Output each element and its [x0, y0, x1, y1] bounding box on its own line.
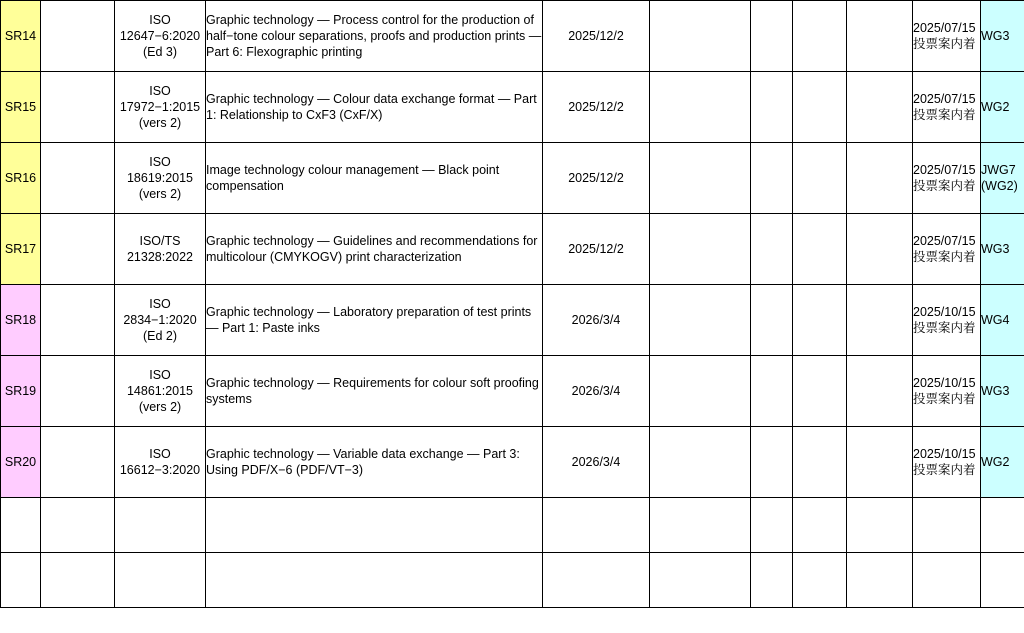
standard-number[interactable]: ISO 14861:2015 (vers 2): [115, 356, 206, 427]
vote-date: 2025/07/15: [913, 234, 976, 248]
blank-cell-i[interactable]: [847, 498, 913, 553]
working-group[interactable]: [981, 498, 1024, 553]
vote-info[interactable]: [913, 427, 981, 498]
blank-cell-b[interactable]: [41, 553, 115, 608]
target-date[interactable]: [543, 553, 650, 608]
standard-number[interactable]: ISO/TS 21328:2022: [115, 214, 206, 285]
row-id[interactable]: SR18: [1, 285, 41, 356]
blank-cell-f[interactable]: [650, 72, 751, 143]
standard-title[interactable]: Graphic technology — Guidelines and recommendations for multicolour (CMYKOGV) print characterization: [206, 214, 543, 285]
blank-cell-h[interactable]: [793, 214, 847, 285]
blank-cell-i[interactable]: [847, 214, 913, 285]
working-group[interactable]: WG2: [981, 72, 1024, 143]
vote-info[interactable]: [913, 1, 981, 72]
standard-title[interactable]: Graphic technology — Requirements for colour soft proofing systems: [206, 356, 543, 427]
blank-cell-h[interactable]: [793, 72, 847, 143]
vote-date: 2025/07/15: [913, 163, 976, 177]
vote-info[interactable]: [913, 498, 981, 553]
row-id[interactable]: SR19: [1, 356, 41, 427]
vote-date: 2025/10/15: [913, 376, 976, 390]
working-group[interactable]: WG2: [981, 427, 1024, 498]
vote-date: 2025/07/15: [913, 92, 976, 106]
target-date[interactable]: 2025/12/2: [543, 1, 650, 72]
row-id[interactable]: [1, 553, 41, 608]
table-row[interactable]: [1, 1, 1024, 72]
working-group[interactable]: WG3: [981, 214, 1024, 285]
blank-cell-g[interactable]: [751, 1, 793, 72]
target-date[interactable]: 2025/12/2: [543, 143, 650, 214]
row-id[interactable]: SR20: [1, 427, 41, 498]
table-row[interactable]: [1, 214, 1024, 285]
blank-cell-f[interactable]: [650, 285, 751, 356]
row-id[interactable]: SR14: [1, 1, 41, 72]
blank-cell-g[interactable]: [751, 214, 793, 285]
blank-cell-b[interactable]: [41, 143, 115, 214]
standard-number[interactable]: ISO 12647−6:2020 (Ed 3): [115, 1, 206, 72]
table-row[interactable]: [1, 285, 1024, 356]
row-id[interactable]: [1, 498, 41, 553]
vote-status: 投票案内着: [913, 321, 976, 335]
row-id[interactable]: SR15: [1, 72, 41, 143]
blank-cell-g[interactable]: [751, 285, 793, 356]
standard-number[interactable]: ISO 17972−1:2015 (vers 2): [115, 72, 206, 143]
blank-cell-b[interactable]: [41, 1, 115, 72]
standard-title[interactable]: Graphic technology — Variable data exchange — Part 3: Using PDF/X−6 (PDF/VT−3): [206, 427, 543, 498]
standard-title[interactable]: [206, 553, 543, 608]
vote-info[interactable]: [913, 143, 981, 214]
standard-number[interactable]: ISO 2834−1:2020 (Ed 2): [115, 285, 206, 356]
vote-date: 2025/07/15: [913, 21, 976, 35]
blank-cell-b[interactable]: [41, 356, 115, 427]
blank-cell-i[interactable]: [847, 427, 913, 498]
standard-title[interactable]: Graphic technology — Process control for the production of half−tone colour separations, proofs and production prints — Part 6: Flexographic printing: [206, 1, 543, 72]
vote-date: 2025/10/15: [913, 447, 976, 461]
working-group[interactable]: WG3: [981, 356, 1024, 427]
blank-cell-i[interactable]: [847, 143, 913, 214]
blank-cell-h[interactable]: [793, 356, 847, 427]
vote-info[interactable]: [913, 553, 981, 608]
standard-title[interactable]: Image technology colour management — Black point compensation: [206, 143, 543, 214]
standard-title[interactable]: Graphic technology — Laboratory preparation of test prints — Part 1: Paste inks: [206, 285, 543, 356]
blank-cell-i[interactable]: [847, 356, 913, 427]
vote-status: 投票案内着: [913, 37, 976, 51]
standard-title[interactable]: [206, 498, 543, 553]
working-group[interactable]: WG3: [981, 1, 1024, 72]
blank-cell-i[interactable]: [847, 285, 913, 356]
target-date[interactable]: 2026/3/4: [543, 285, 650, 356]
standard-title[interactable]: Graphic technology — Colour data exchange format — Part 1: Relationship to CxF3 (CxF/X): [206, 72, 543, 143]
blank-cell-h[interactable]: [793, 285, 847, 356]
blank-cell-h[interactable]: [793, 498, 847, 553]
blank-cell-i[interactable]: [847, 553, 913, 608]
blank-cell-g[interactable]: [751, 356, 793, 427]
target-date[interactable]: [543, 498, 650, 553]
vote-info[interactable]: [913, 285, 981, 356]
table-row[interactable]: [1, 356, 1024, 427]
blank-cell-h[interactable]: [793, 553, 847, 608]
target-date[interactable]: 2026/3/4: [543, 427, 650, 498]
row-id[interactable]: SR17: [1, 214, 41, 285]
standard-number[interactable]: [115, 553, 206, 608]
table-row[interactable]: [1, 427, 1024, 498]
blank-cell-f[interactable]: [650, 1, 751, 72]
table-row[interactable]: [1, 143, 1024, 214]
target-date[interactable]: 2025/12/2: [543, 214, 650, 285]
blank-cell-b[interactable]: [41, 285, 115, 356]
vote-info[interactable]: [913, 356, 981, 427]
blank-cell-g[interactable]: [751, 427, 793, 498]
vote-status: 投票案内着: [913, 463, 976, 477]
blank-cell-h[interactable]: [793, 427, 847, 498]
standard-number[interactable]: [115, 498, 206, 553]
blank-cell-f[interactable]: [650, 427, 751, 498]
blank-cell-h[interactable]: [793, 143, 847, 214]
target-date[interactable]: 2025/12/2: [543, 72, 650, 143]
blank-cell-i[interactable]: [847, 1, 913, 72]
blank-cell-g[interactable]: [751, 498, 793, 553]
blank-cell-b[interactable]: [41, 427, 115, 498]
blank-cell-b[interactable]: [41, 72, 115, 143]
blank-cell-h[interactable]: [793, 1, 847, 72]
vote-status: 投票案内着: [913, 179, 976, 193]
working-group[interactable]: [981, 553, 1024, 608]
working-group[interactable]: WG4: [981, 285, 1024, 356]
vote-info[interactable]: [913, 214, 981, 285]
blank-cell-f[interactable]: [650, 214, 751, 285]
blank-cell-b[interactable]: [41, 214, 115, 285]
vote-info[interactable]: [913, 72, 981, 143]
blank-cell-g[interactable]: [751, 72, 793, 143]
blank-cell-f[interactable]: [650, 553, 751, 608]
blank-cell-f[interactable]: [650, 498, 751, 553]
vote-status: 投票案内着: [913, 108, 976, 122]
table-row[interactable]: [1, 553, 1024, 608]
blank-cell-g[interactable]: [751, 143, 793, 214]
vote-date: 2025/10/15: [913, 305, 976, 319]
row-id[interactable]: SR16: [1, 143, 41, 214]
blank-cell-f[interactable]: [650, 356, 751, 427]
blank-cell-g[interactable]: [751, 553, 793, 608]
standard-number[interactable]: ISO 16612−3:2020: [115, 427, 206, 498]
blank-cell-i[interactable]: [847, 72, 913, 143]
standard-number[interactable]: ISO 18619:2015 (vers 2): [115, 143, 206, 214]
table-row[interactable]: [1, 498, 1024, 553]
vote-status: 投票案内着: [913, 250, 976, 264]
blank-cell-f[interactable]: [650, 143, 751, 214]
working-group[interactable]: JWG7 (WG2): [981, 143, 1024, 214]
vote-status: 投票案内着: [913, 392, 976, 406]
table-row[interactable]: [1, 72, 1024, 143]
target-date[interactable]: 2026/3/4: [543, 356, 650, 427]
blank-cell-b[interactable]: [41, 498, 115, 553]
